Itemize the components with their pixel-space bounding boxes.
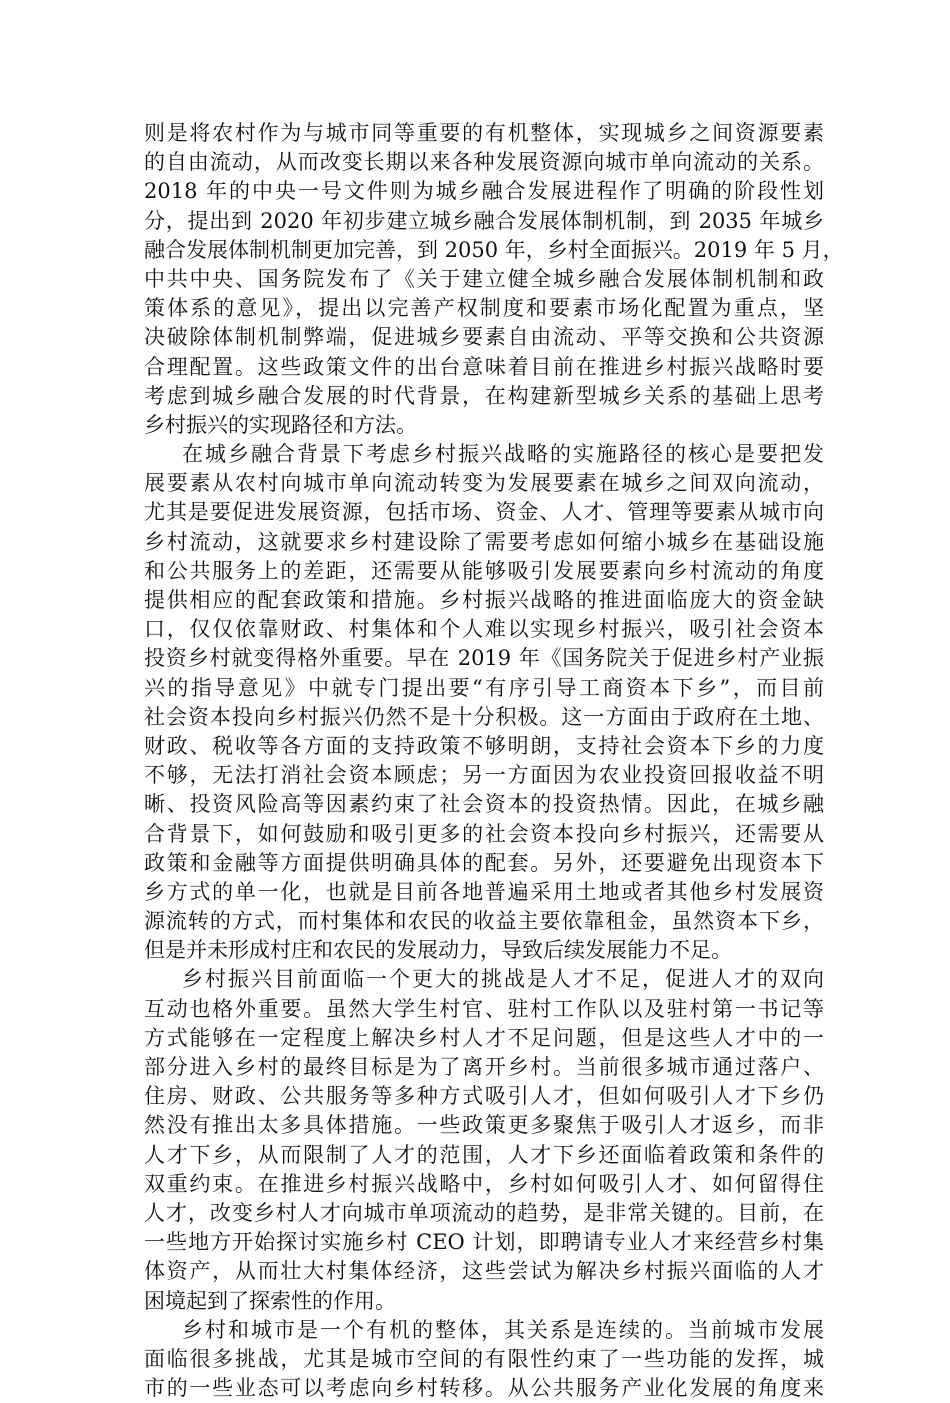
text-line: 乡村振兴目前面临一个更大的挑战是人才不足，促进人才的双向 (182, 967, 824, 992)
text-line: 财政、税收等各方面的支持政策不够明朗，支持社会资本下乡的力度 (144, 733, 824, 758)
paragraph-1 (144, 119, 844, 440)
paragraph-4 (144, 1316, 824, 1403)
text-line: 提供相应的配套政策和措施。乡村振兴战略的推进面临庞大的资金缺 (144, 588, 824, 612)
text-line: 方式能够在一定程度上解决乡村人才不足问题，但是这些人才中的一 (144, 1025, 824, 1050)
text-line: 乡村振兴的实现路径和方法。 (144, 412, 417, 437)
text-line: 不够，无法打消社会资本顾虑；另一方面因为农业投资回报收益不明 (144, 763, 824, 788)
text-line: 投资乡村就变得格外重要。早在 2019 年《国务院关于促进乡村产业振 (144, 646, 824, 671)
text-line: 市的一些业态可以考虑向乡村转移。从公共服务产业化发展的角度来 (144, 1376, 824, 1401)
text-line: 双重约束。在推进乡村振兴战略中，乡村如何吸引人才、如何留得住 (144, 1171, 824, 1196)
text-line: 和公共服务上的差距，还需要从能够吸引发展要素向乡村流动的角度 (144, 558, 824, 583)
text-line: 源流转的方式，而村集体和农民的收益主要依靠租金，虽然资本下乡， (144, 909, 824, 934)
text-line: 互动也格外重要。虽然大学生村官、驻村工作队以及驻村第一书记等 (144, 996, 824, 1021)
text-line: 的自由流动，从而改变长期以来各种发展资源向城市单向流动的关系。 (144, 150, 824, 175)
text-line: 中共中央、国务院发布了《关于建立健全城乡融合发展体制机制和政 (144, 266, 824, 291)
text-line: 2018 年的中央一号文件则为城乡融合发展进程作了明确的阶段性划 (144, 179, 824, 204)
text-line: 面临很多挑战，尤其是城市空间的有限性约束了一些功能的发挥，城 (144, 1346, 824, 1371)
paragraph-2 (144, 440, 824, 965)
text-line: 住房、财政、公共服务等多种方式吸引人才，但如何吸引人才下乡仍 (144, 1084, 824, 1109)
text-line: 分，提出到 2020 年初步建立城乡融合发展体制机制，到 2035 年城乡 (144, 208, 824, 233)
text-line: 乡村和城市是一个有机的整体，其关系是连续的。当前城市发展 (182, 1317, 824, 1342)
text-line: 则是将农村作为与城市同等重要的有机整体，实现城乡之间资源要素 (144, 121, 824, 145)
text-line: 社会资本投向乡村振兴仍然不是十分积极。这一方面由于政府在土地、 (144, 704, 824, 729)
text-line: 决破除体制机制弊端，促进城乡要素自由流动、平等交换和公共资源 (144, 325, 824, 350)
text-line: 一些地方开始探讨实施乡村 CEO 计划，即聘请专业人才来经营乡村集 (144, 1230, 824, 1255)
text-line: 在城乡融合背景下考虑乡村振兴战略的实施路径的核心是要把发 (182, 442, 824, 467)
paragraph-3 (144, 965, 824, 1315)
text-line: 人才，改变乡村人才向城市单项流动的趋势，是非常关键的。目前，在 (144, 1200, 824, 1225)
text-line: 体资产，从而壮大村集体经济，这些尝试为解决乡村振兴面临的人才 (144, 1259, 824, 1284)
text-line: 乡村流动，这就要求乡村建设除了需要考虑如何缩小城乡在基础设施 (144, 529, 824, 554)
text-line: 展要素从农村向城市单向流动转变为发展要素在城乡之间双向流动， (144, 471, 824, 496)
text-line: 但是并未形成村庄和农民的发展动力，导致后续发展能力不足。 (144, 938, 732, 963)
text-line: 合背景下，如何鼓励和吸引更多的社会资本投向乡村振兴，还需要从 (144, 821, 824, 846)
text-line: 尤其是要促进发展资源，包括市场、资金、人才、管理等要素从城市向 (144, 500, 824, 525)
text-line: 人才下乡，从而限制了人才的范围，人才下乡还面临着政策和条件的 (144, 1142, 824, 1167)
text-line: 困境起到了探索性的作用。 (144, 1288, 396, 1313)
text-line: 融合发展体制机制更加完善，到 2050 年，乡村全面振兴。2019 年 5 月， (144, 237, 844, 262)
text-line: 合理配置。这些政策文件的出台意味着目前在推进乡村振兴战略时要 (144, 354, 824, 379)
text-line: 然没有推出太多具体措施。一些政策更多聚焦于吸引人才返乡，而非 (144, 1113, 824, 1138)
document-body (144, 119, 844, 1403)
text-line: 晰、投资风险高等因素约束了社会资本的投资热情。因此，在城乡融 (144, 792, 824, 817)
text-line: 考虑到城乡融合发展的时代背景，在构建新型城乡关系的基础上思考 (144, 383, 824, 408)
text-line: 策体系的意见》，提出以完善产权制度和要素市场化配置为重点，坚 (144, 296, 824, 321)
text-line: 口，仅仅依靠财政、村集体和个人难以实现乡村振兴，吸引社会资本 (144, 617, 824, 642)
text-line: 政策和金融等方面提供明确具体的配套。另外，还要避免出现资本下 (144, 850, 824, 875)
text-line: 部分进入乡村的最终目标是为了离开乡村。当前很多城市通过落户、 (144, 1055, 824, 1079)
text-line: 乡方式的单一化，也就是目前各地普遍采用土地或者其他乡村发展资 (144, 879, 824, 904)
text-line: 兴的指导意见》中就专门提出要“有序引导工商资本下乡”，而目前 (144, 675, 824, 700)
